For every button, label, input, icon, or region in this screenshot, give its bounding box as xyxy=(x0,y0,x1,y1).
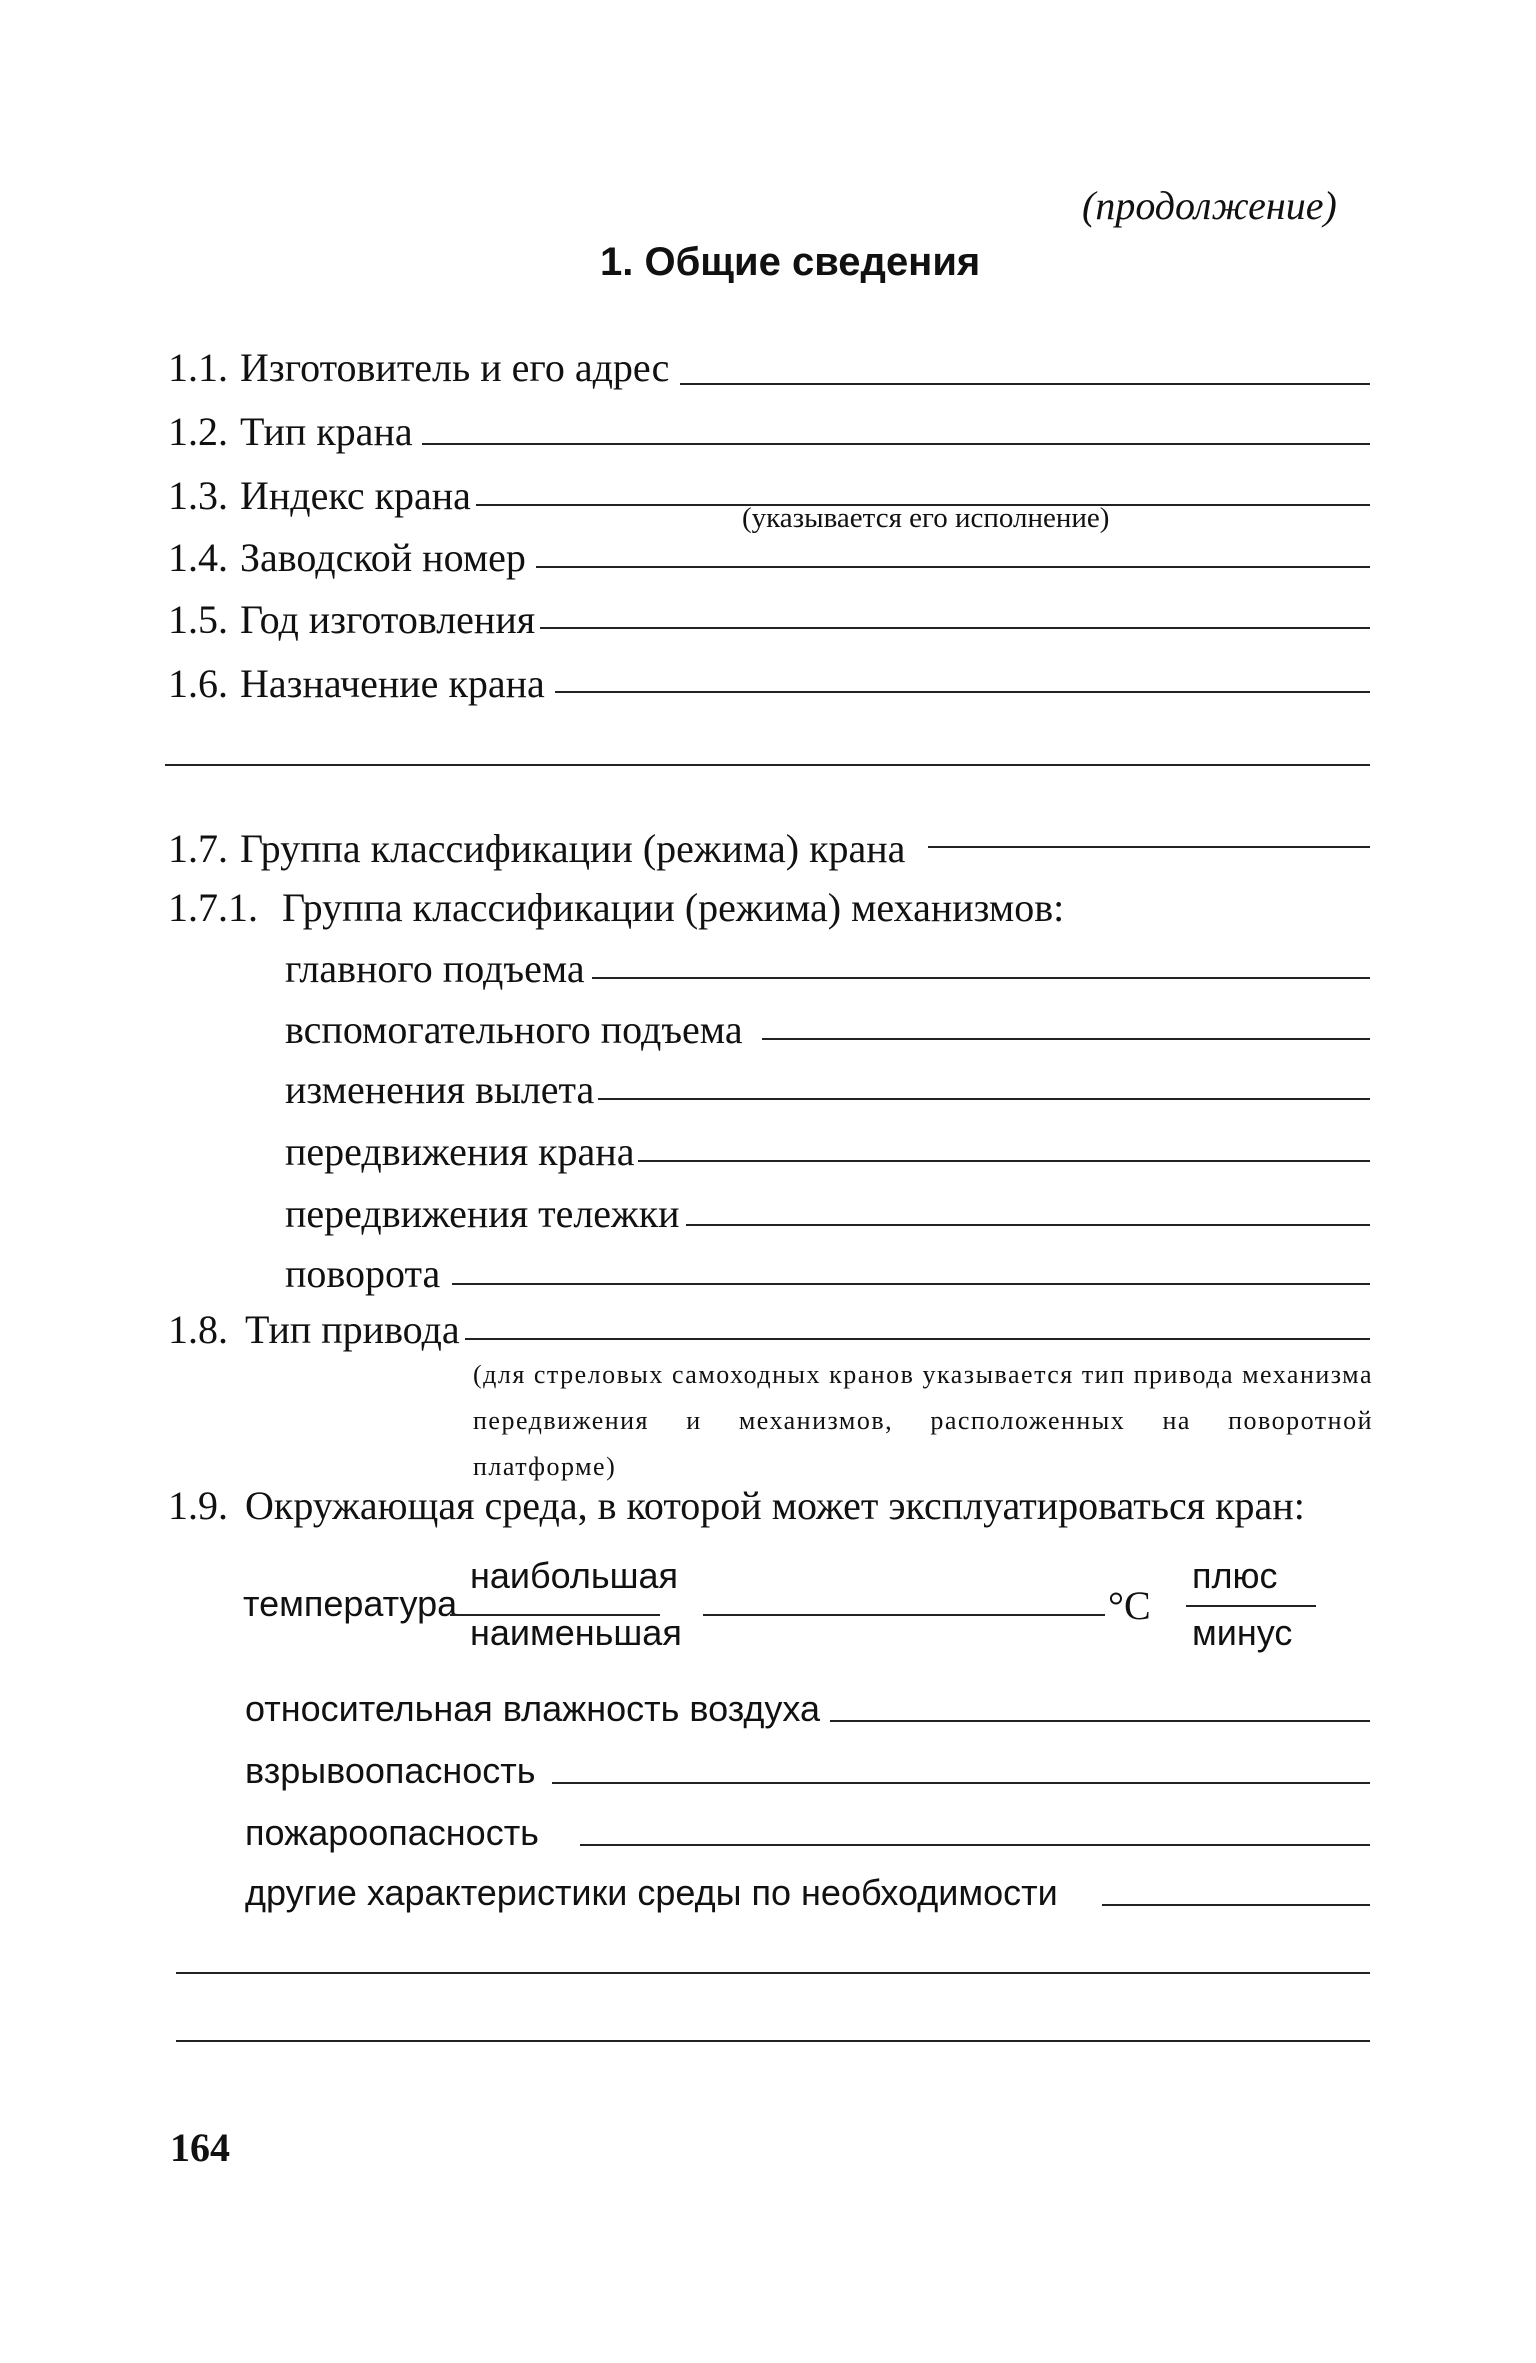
crane-travel-field[interactable] xyxy=(638,1160,1370,1162)
mechanism-label: вспомогательного подъема xyxy=(285,1007,743,1052)
celsius-unit: °C xyxy=(1108,1583,1151,1628)
environment-label: относительная влажность воздуха xyxy=(245,1688,821,1729)
section-title: 1. Общие сведения xyxy=(600,240,981,284)
mechanism-label: передвижения тележки xyxy=(285,1191,680,1236)
sign-fraction-bar xyxy=(1186,1605,1316,1607)
drive-note: (для стреловых самоходных кранов указывается тип привода механизма передвижения и механизмов, расположенных на поворотной платформе) xyxy=(473,1360,1373,1481)
temperature-label: температура xyxy=(243,1583,458,1624)
field-label: Изготовитель и его адрес xyxy=(240,345,670,390)
item-number: 1.7.1. xyxy=(168,885,258,930)
mechanism-label: изменения вылета xyxy=(285,1067,595,1112)
serial-number-field[interactable] xyxy=(536,566,1370,568)
aux-hoist-field[interactable] xyxy=(762,1038,1370,1040)
purpose-field[interactable] xyxy=(555,691,1370,693)
item-number: 1.7. xyxy=(168,826,228,871)
main-hoist-field[interactable] xyxy=(592,977,1370,979)
item-number: 1.8. xyxy=(168,1307,228,1352)
purpose-field-continued[interactable] xyxy=(165,764,1370,766)
item-number: 1.5. xyxy=(168,597,228,642)
other-characteristics-continued[interactable] xyxy=(176,1972,1370,1974)
max-label: наибольшая xyxy=(470,1555,679,1596)
mechanism-label: главного подъема xyxy=(285,946,585,991)
field-label: Группа классификации (режима) крана xyxy=(240,826,906,871)
plus-label: плюс xyxy=(1192,1555,1278,1596)
item-number: 1.1. xyxy=(168,345,228,390)
field-label: Назначение крана xyxy=(240,661,545,706)
field-label: Индекс крана xyxy=(240,473,471,518)
min-label: наименьшая xyxy=(470,1612,682,1653)
crane-type-field[interactable] xyxy=(422,443,1370,445)
humidity-field[interactable] xyxy=(830,1720,1370,1722)
minus-label: минус xyxy=(1192,1612,1293,1653)
item-number: 1.9. xyxy=(168,1483,228,1528)
field-label: Заводской номер xyxy=(240,535,526,580)
field-hint: (указывается его исполнение) xyxy=(742,502,1110,534)
environment-label: пожароопасность xyxy=(245,1812,539,1853)
slewing-field[interactable] xyxy=(452,1283,1370,1285)
mechanism-label: передвижения крана xyxy=(285,1129,635,1174)
item-number: 1.3. xyxy=(168,473,228,518)
trolley-travel-field[interactable] xyxy=(686,1224,1370,1226)
other-characteristics-continued-2[interactable] xyxy=(176,2040,1370,2042)
other-characteristics-field[interactable] xyxy=(1102,1904,1370,1906)
fire-hazard-field[interactable] xyxy=(580,1844,1370,1846)
temperature-field[interactable] xyxy=(703,1614,1105,1616)
environment-heading: Окружающая среда, в которой может эксплуатироваться кран: xyxy=(245,1483,1305,1528)
crane-group-field[interactable] xyxy=(928,846,1370,848)
year-field[interactable] xyxy=(540,627,1370,629)
explosion-hazard-field[interactable] xyxy=(552,1782,1370,1784)
item-number: 1.2. xyxy=(168,409,228,454)
boom-reach-field[interactable] xyxy=(598,1098,1370,1100)
manufacturer-field[interactable] xyxy=(680,383,1370,385)
drive-type-field[interactable] xyxy=(465,1338,1370,1340)
field-label: Тип крана xyxy=(240,409,413,454)
item-number: 1.6. xyxy=(168,661,228,706)
page-number: 164 xyxy=(170,2125,230,2170)
environment-label: взрывоопасность xyxy=(245,1750,536,1791)
continuation-note: (продолжение) xyxy=(1082,183,1337,228)
item-number: 1.4. xyxy=(168,535,228,580)
mechanism-label: поворота xyxy=(285,1251,441,1296)
environment-label: другие характеристики среды по необходимости xyxy=(245,1872,1058,1913)
field-label: Год изготовления xyxy=(240,597,536,642)
field-label: Тип привода xyxy=(245,1307,460,1352)
mechanisms-heading: Группа классификации (режима) механизмов: xyxy=(282,885,1065,930)
